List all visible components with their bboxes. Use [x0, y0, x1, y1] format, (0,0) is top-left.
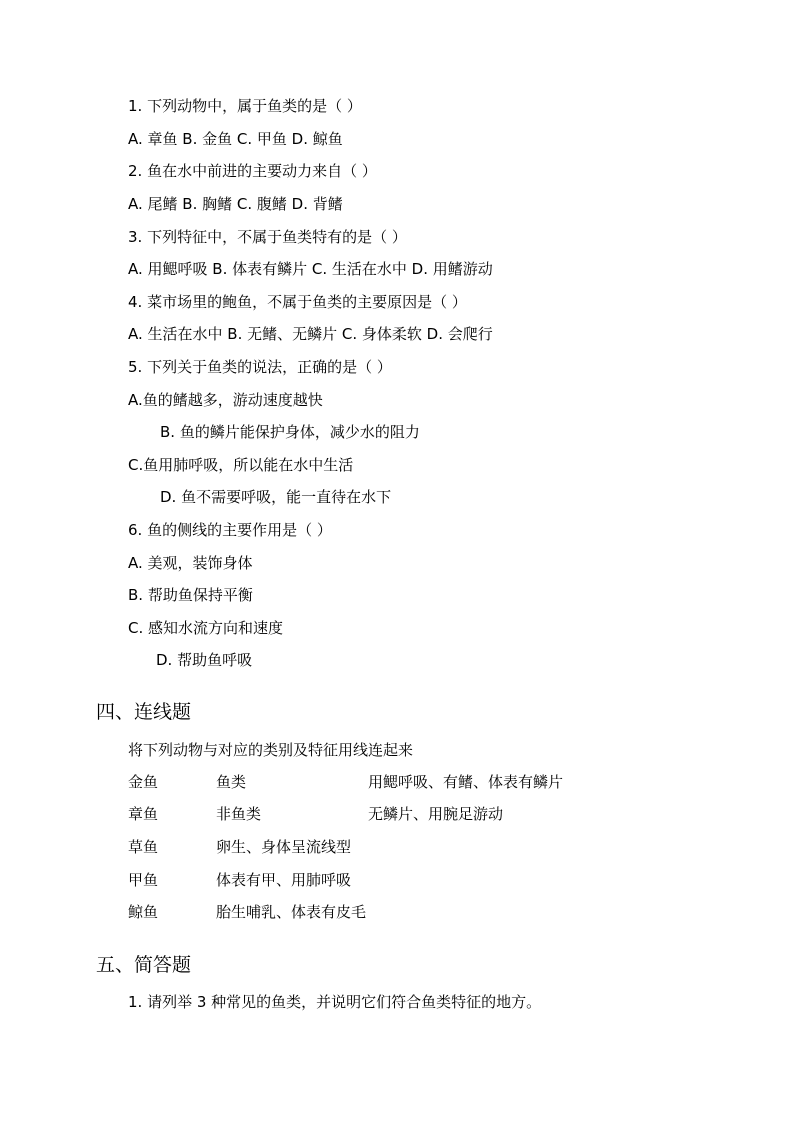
question-1: 1. 下列动物中，属于鱼类的是（ ） — [128, 97, 362, 115]
matching-animal: 章鱼 — [128, 805, 159, 823]
matching-animal: 鲸鱼 — [128, 903, 159, 921]
question-1-options: A. 章鱼 B. 金鱼 C. 甲鱼 D. 鲸鱼 — [128, 130, 343, 148]
matching-category: 非鱼类 — [216, 805, 262, 823]
question-3-options: A. 用鳃呼吸 B. 体表有鳞片 C. 生活在水中 D. 用鳍游动 — [128, 260, 493, 278]
matching-category: 鱼类 — [216, 773, 247, 791]
question-5: 5. 下列关于鱼类的说法，正确的是（ ） — [128, 358, 392, 376]
question-6: 6. 鱼的侧线的主要作用是（ ） — [128, 521, 332, 539]
matching-category: 体表有甲、用肺呼吸 — [216, 871, 352, 889]
matching-animal: 金鱼 — [128, 773, 159, 791]
short-answer-question-1: 1. 请列举 3 种常见的鱼类，并说明它们符合鱼类特征的地方。 — [128, 993, 542, 1011]
matching-animal: 草鱼 — [128, 838, 159, 856]
question-5-option-b: B. 鱼的鳞片能保护身体，减少水的阻力 — [160, 423, 420, 441]
section-4-instruction: 将下列动物与对应的类别及特征用线连起来 — [128, 741, 414, 759]
question-3: 3. 下列特征中，不属于鱼类特有的是（ ） — [128, 228, 407, 246]
question-5-option-d: D. 鱼不需要呼吸，能一直待在水下 — [160, 488, 392, 506]
question-4-options: A. 生活在水中 B. 无鳍、无鳞片 C. 身体柔软 D. 会爬行 — [128, 325, 493, 343]
question-5-option-a: A.鱼的鳍越多，游动速度越快 — [128, 391, 323, 409]
question-6-option-c: C. 感知水流方向和速度 — [128, 619, 284, 637]
question-6-option-b: B. 帮助鱼保持平衡 — [128, 586, 253, 604]
matching-category: 胎生哺乳、体表有皮毛 — [216, 903, 367, 921]
question-2-options: A. 尾鳍 B. 胸鳍 C. 腹鳍 D. 背鳍 — [128, 195, 343, 213]
question-5-option-c: C.鱼用肺呼吸，所以能在水中生活 — [128, 456, 354, 474]
question-6-option-a: A. 美观，装饰身体 — [128, 554, 253, 572]
matching-animal: 甲鱼 — [128, 871, 159, 889]
section-5-heading: 五、简答题 — [96, 954, 192, 976]
matching-category: 卵生、身体呈流线型 — [216, 838, 352, 856]
question-4: 4. 菜市场里的鲍鱼，不属于鱼类的主要原因是（ ） — [128, 293, 467, 311]
question-6-option-d: D. 帮助鱼呼吸 — [156, 651, 253, 669]
question-2: 2. 鱼在水中前进的主要动力来自（ ） — [128, 162, 377, 180]
matching-trait: 用鳃呼吸、有鳍、体表有鳞片 — [368, 773, 564, 791]
section-4-heading: 四、连线题 — [96, 701, 192, 723]
matching-trait: 无鳞片、用腕足游动 — [368, 805, 504, 823]
